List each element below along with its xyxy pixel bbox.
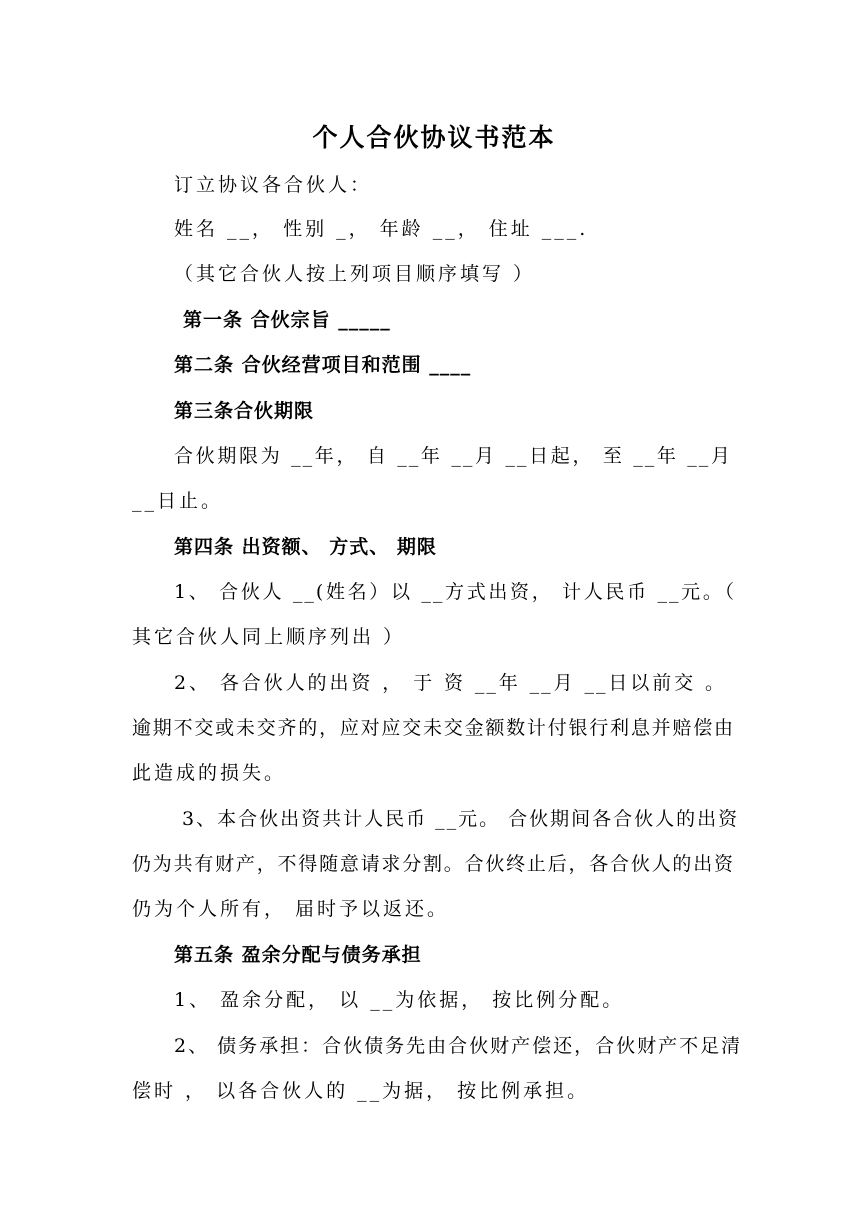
partner-note-line: （其它合伙人按上列项目顺序填写 ） xyxy=(174,263,536,285)
article-1-heading: 第一条 合伙宗旨 _____ xyxy=(183,309,391,331)
article-4-item-1-line-2: 其它合伙人同上顺序列出 ） xyxy=(132,626,406,648)
intro-line: 订立协议各合伙人： xyxy=(174,174,373,196)
article-4-item-3-line-3: 仍为个人所有， 届时予以返还。 xyxy=(132,898,450,920)
article-4-item-2-line-1: 2、 各合伙人的出资 ， 于 资 __年 __月 __日以前交 。 xyxy=(174,672,726,694)
article-3-paragraph-line-2: __日止。 xyxy=(132,490,224,512)
partner-info-line: 姓名 __， 性别 _， 年龄 __， 住址 ___. xyxy=(174,218,589,240)
article-4-item-1-line-1: 1、 合伙人 __(姓名）以 __方式出资， 计人民币 __元。（ xyxy=(174,581,736,603)
article-4-item-3-line-1: 3、本合伙出资共计人民币 __元。 合伙期间各合伙人的出资 xyxy=(182,808,740,830)
article-5-item-2-line-2: 偿时 ， 以各合伙人的 __为据， 按比例承担。 xyxy=(132,1080,590,1102)
article-5-item-1: 1、 盈余分配， 以 __为依据， 按比例分配。 xyxy=(174,989,625,1011)
article-4-heading: 第四条 出资额、 方式、 期限 xyxy=(174,536,437,558)
article-4-item-2-line-2: 逾期不交或未交齐的，应对应交未交金额数计付银行利息并赔偿由 xyxy=(132,717,734,739)
article-3-paragraph-line-1: 合伙期限为 __年， 自 __年 __月 __日起， 至 __年 __月 xyxy=(174,445,732,467)
article-4-item-3-line-2: 仍为共有财产，不得随意请求分割。合伙终止后，各合伙人的出资 xyxy=(132,853,734,875)
article-3-heading: 第三条合伙期限 xyxy=(174,400,315,422)
article-2-heading: 第二条 合伙经营项目和范围 ____ xyxy=(174,354,472,376)
article-5-heading: 第五条 盈余分配与债务承担 xyxy=(174,944,422,966)
article-5-item-2-line-1: 2、 债务承担：合伙债务先由合伙财产偿还，合伙财产不足清 xyxy=(174,1035,743,1057)
document-title: 个人合伙协议书范本 xyxy=(312,123,556,152)
article-4-item-2-line-3: 此造成的损失。 xyxy=(132,762,287,784)
